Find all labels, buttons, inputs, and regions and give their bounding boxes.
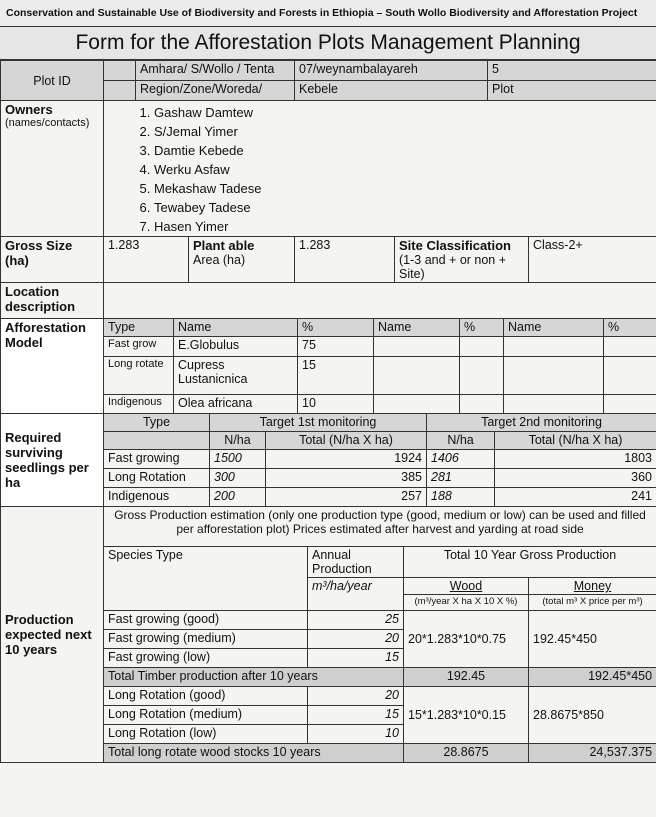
aff-type: Fast grow	[104, 337, 174, 357]
total-header-2: Total (N/ha X ha)	[495, 432, 656, 450]
long-total-label: Total long rotate wood stocks 10 years	[104, 744, 404, 763]
aff-pct-header-3: %	[604, 319, 656, 337]
seed-n2: 188	[427, 488, 495, 507]
region-value: Amhara/ S/Wollo / Tenta	[136, 61, 295, 81]
owner-item: 5. Mekashaw Tadese	[154, 179, 656, 198]
seed-n1: 1500	[210, 450, 266, 469]
seedlings-table	[0, 413, 656, 507]
seed-t2: 241	[495, 488, 656, 507]
site-class-label: Site Classification	[399, 238, 511, 253]
money-formula: (total m³ X price per m³)	[529, 595, 656, 611]
form-table	[0, 60, 656, 319]
plot-number: 5	[488, 61, 656, 81]
nha-header-1: N/ha	[210, 432, 266, 450]
seed-t1: 257	[266, 488, 427, 507]
fast-good-value: 25	[308, 611, 404, 630]
fast-low-value: 15	[308, 649, 404, 668]
aff-pct-header-2: %	[460, 319, 504, 337]
seed-type: Long Rotation	[104, 469, 210, 488]
plot-id-label: Plot ID	[1, 61, 104, 101]
site-class-sublabel: (1-3 and + or non + Site)	[399, 253, 507, 281]
total-gross-header: Total 10 Year Gross Production	[404, 547, 656, 578]
seed-type-header: Type	[104, 414, 210, 432]
seed-type: Fast growing	[104, 450, 210, 469]
owners-label-cell	[1, 101, 104, 237]
seed-n2: 1406	[427, 450, 495, 469]
afforestation-label: Afforestation Model	[1, 319, 104, 414]
aff-name: E.Globulus	[174, 337, 298, 357]
fast-medium-label: Fast growing (medium)	[104, 630, 308, 649]
seed-t2: 1803	[495, 450, 656, 469]
fast-low-label: Fast growing (low)	[104, 649, 308, 668]
long-good-label: Long Rotation (good)	[104, 687, 308, 706]
plantable-value: 1.283	[295, 237, 395, 283]
nha-header-2: N/ha	[427, 432, 495, 450]
seed-n1: 200	[210, 488, 266, 507]
production-label: Production expected next 10 years	[1, 507, 104, 763]
gross-size-value: 1.283	[104, 237, 189, 283]
fast-money-formula: 192.45*450	[529, 611, 656, 668]
production-table	[0, 506, 656, 763]
location-label: Location description	[1, 283, 104, 319]
seed-n2: 281	[427, 469, 495, 488]
aff-pct: 15	[298, 357, 374, 395]
fast-total-money: 192.45*450	[529, 668, 656, 687]
fast-wood-formula: 20*1.283*10*0.75	[404, 611, 529, 668]
money-header: Money	[529, 578, 656, 595]
seedlings-label: Required surviving seedlings per ha	[1, 414, 104, 507]
long-medium-value: 15	[308, 706, 404, 725]
site-class-value: Class-2+	[529, 237, 656, 283]
fast-total-label: Total Timber production after 10 years	[104, 668, 404, 687]
aff-type: Long rotate	[104, 357, 174, 395]
owners-sublabel: (names/contacts)	[5, 117, 90, 129]
long-medium-label: Long Rotation (medium)	[104, 706, 308, 725]
fast-good-label: Fast growing (good)	[104, 611, 308, 630]
long-money-formula: 28.8675*850	[529, 687, 656, 744]
owner-item: 2. S/Jemal Yimer	[154, 122, 656, 141]
plantable-label: Plant able	[193, 238, 255, 253]
aff-type: Indigenous	[104, 395, 174, 414]
form-title: Form for the Afforestation Plots Management Planning	[0, 27, 656, 60]
owner-item: 1. Gashaw Damtew	[154, 103, 656, 122]
owner-item: 3. Damtie Kebede	[154, 141, 656, 160]
aff-name-header-2: Name	[374, 319, 460, 337]
plantable-sublabel: Area (ha)	[193, 253, 246, 267]
seed-n1: 300	[210, 469, 266, 488]
kebele-label: Kebele	[295, 81, 488, 101]
owner-item: 6. Tewabey Tadese	[154, 198, 656, 217]
total-header-1: Total (N/ha X ha)	[266, 432, 427, 450]
seed-t1: 1924	[266, 450, 427, 469]
annual-unit-cell	[308, 578, 404, 611]
aff-type-header: Type	[104, 319, 174, 337]
annual-header: Annual Production	[308, 547, 404, 578]
production-note: Gross Production estimation (only one production type (good, medium or low) can be used and filled per afforestation plot) Prices estimated after harvest and yarding at road side	[104, 507, 656, 547]
aff-pct: 75	[298, 337, 374, 357]
wood-formula: (m³/year X ha X 10 X %)	[404, 595, 529, 611]
annual-unit: m³/ha/year	[312, 579, 372, 593]
fast-total-wood: 192.45	[404, 668, 529, 687]
long-good-value: 20	[308, 687, 404, 706]
long-low-label: Long Rotation (low)	[104, 725, 308, 744]
location-value	[104, 283, 656, 319]
aff-pct-header: %	[298, 319, 374, 337]
kebele-value: 07/weynambalayareh	[295, 61, 488, 81]
plantable-label-cell	[189, 237, 295, 283]
owners-list-cell	[104, 101, 656, 237]
wood-header: Wood	[404, 578, 529, 595]
gross-size-label: Gross Size (ha)	[1, 237, 104, 283]
owner-item: 7. Hasen Yimer	[154, 217, 656, 236]
aff-pct: 10	[298, 395, 374, 414]
seed-type: Indigenous	[104, 488, 210, 507]
seed-t1: 385	[266, 469, 427, 488]
long-low-value: 10	[308, 725, 404, 744]
owner-item: 4. Werku Asfaw	[154, 160, 656, 179]
target1-header: Target 1st monitoring	[210, 414, 427, 432]
project-header: Conservation and Sustainable Use of Biodiversity and Forests in Ethiopia – South Wollo Biodiversity and Afforestation Project	[0, 0, 656, 27]
aff-name-header-3: Name	[504, 319, 604, 337]
owners-label: Owners	[5, 102, 53, 117]
long-wood-formula: 15*1.283*10*0.15	[404, 687, 529, 744]
aff-name: Olea africana	[174, 395, 298, 414]
species-header: Species Type	[104, 547, 308, 611]
region-label: Region/Zone/Woreda/	[136, 81, 295, 101]
fast-medium-value: 20	[308, 630, 404, 649]
long-total-money: 24,537.375	[529, 744, 656, 763]
aff-name: Cupress Lustanicnica	[174, 357, 298, 395]
owners-list	[104, 103, 656, 236]
site-class-label-cell	[395, 237, 529, 283]
plot-label: Plot	[488, 81, 656, 101]
long-total-wood: 28.8675	[404, 744, 529, 763]
seed-t2: 360	[495, 469, 656, 488]
target2-header: Target 2nd monitoring	[427, 414, 656, 432]
afforestation-table	[0, 318, 656, 414]
aff-name-header: Name	[174, 319, 298, 337]
